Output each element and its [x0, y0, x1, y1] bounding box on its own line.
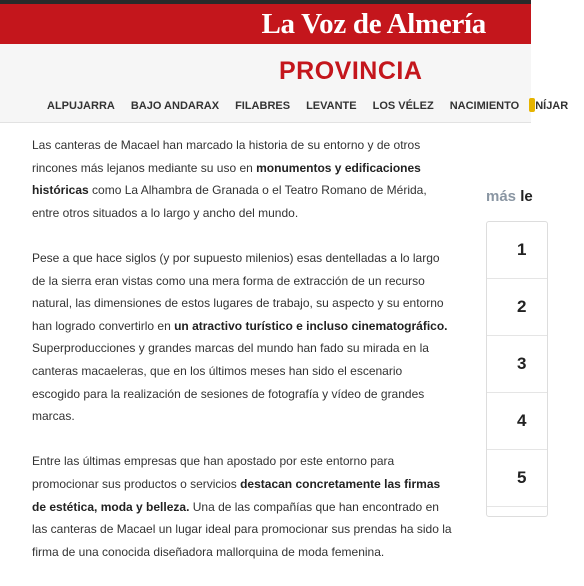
rank-number: 5 [517, 468, 527, 487]
rank-number: 3 [517, 354, 527, 373]
most-read-item[interactable] [487, 393, 547, 450]
paragraph-text: Una de las compañías que han encontrado en las canteras de Macael un lugar ideal para promocionar sus prendas ha sido la firma de una conocida diseñadora mallorquina de moda femenina. [32, 499, 452, 559]
most-read-list [486, 221, 548, 517]
section-title[interactable]: PROVINCIA [279, 57, 423, 85]
nav-item[interactable]: BAJO ANDARAX [130, 100, 220, 112]
highlighted-text: destacan concretamente las firmas de estética, moda y belleza. [32, 476, 441, 514]
rank-number: 4 [517, 411, 527, 430]
paragraph-text: Las canteras de Macael han marcado la historia de su entorno y de otros rincones más lejanos mediante su uso en [32, 138, 421, 175]
most-read-item[interactable] [487, 222, 547, 279]
most-read-item[interactable] [487, 279, 547, 336]
paragraph-text: como La Alhambra de Granada o el Teatro Romano de Mérida, entre otros situados a lo largo y ancho del mundo. [32, 183, 427, 220]
nav-item[interactable]: LEVANTE [306, 100, 357, 112]
brand-bar [0, 4, 531, 44]
paragraph-text: Superproducciones y grandes marcas del mundo han fado su mirada en la canteras macaeleras, que en los últimos meses han sido el escenario escogido para la realización de sesiones de fotografía y vídeo de grandes marcas. [32, 341, 429, 424]
most-read-item[interactable] [487, 450, 547, 507]
most-read-title [486, 188, 533, 205]
nav-item[interactable]: NACIMIENTO [449, 100, 520, 112]
paragraph-text: Pese a que hace siglos (y por supuesto milenios) esas dentelladas a lo largo de la sierra eran vistas como una mera forma de extracción de un recurso natural, las dimensiones de estos lugares de trabajo, su aspecto y su entorno han logrado convertirlo en [32, 250, 444, 333]
site-logo[interactable]: La Voz de Almería [261, 8, 486, 40]
rank-number: 2 [517, 297, 527, 316]
region-nav [47, 100, 584, 112]
most-read-item[interactable] [487, 336, 547, 393]
nav-item[interactable]: FILABRES [235, 100, 291, 112]
nav-item[interactable]: ALPUJARRA [47, 100, 115, 112]
nav-overflow-indicator[interactable] [529, 98, 535, 112]
nav-item[interactable]: NÍJAR [535, 100, 569, 112]
article-body [32, 134, 452, 586]
highlighted-text: monumentos y edificaciones históricas [32, 160, 421, 198]
most-read-title-prefix: más [486, 188, 517, 205]
paragraph-text: Entre las últimas empresas que han apostado por este entorno para promocionar sus productos o servicios [32, 454, 395, 491]
nav-item[interactable]: LOS VÉLEZ [372, 100, 434, 112]
most-read-title-word: le [520, 188, 533, 205]
article-paragraph [32, 247, 452, 428]
rank-number: 1 [517, 240, 527, 259]
highlighted-text: un atractivo turístico e incluso cinematográfico. [174, 318, 448, 333]
article-paragraph [32, 450, 452, 563]
article-paragraph [32, 134, 452, 224]
